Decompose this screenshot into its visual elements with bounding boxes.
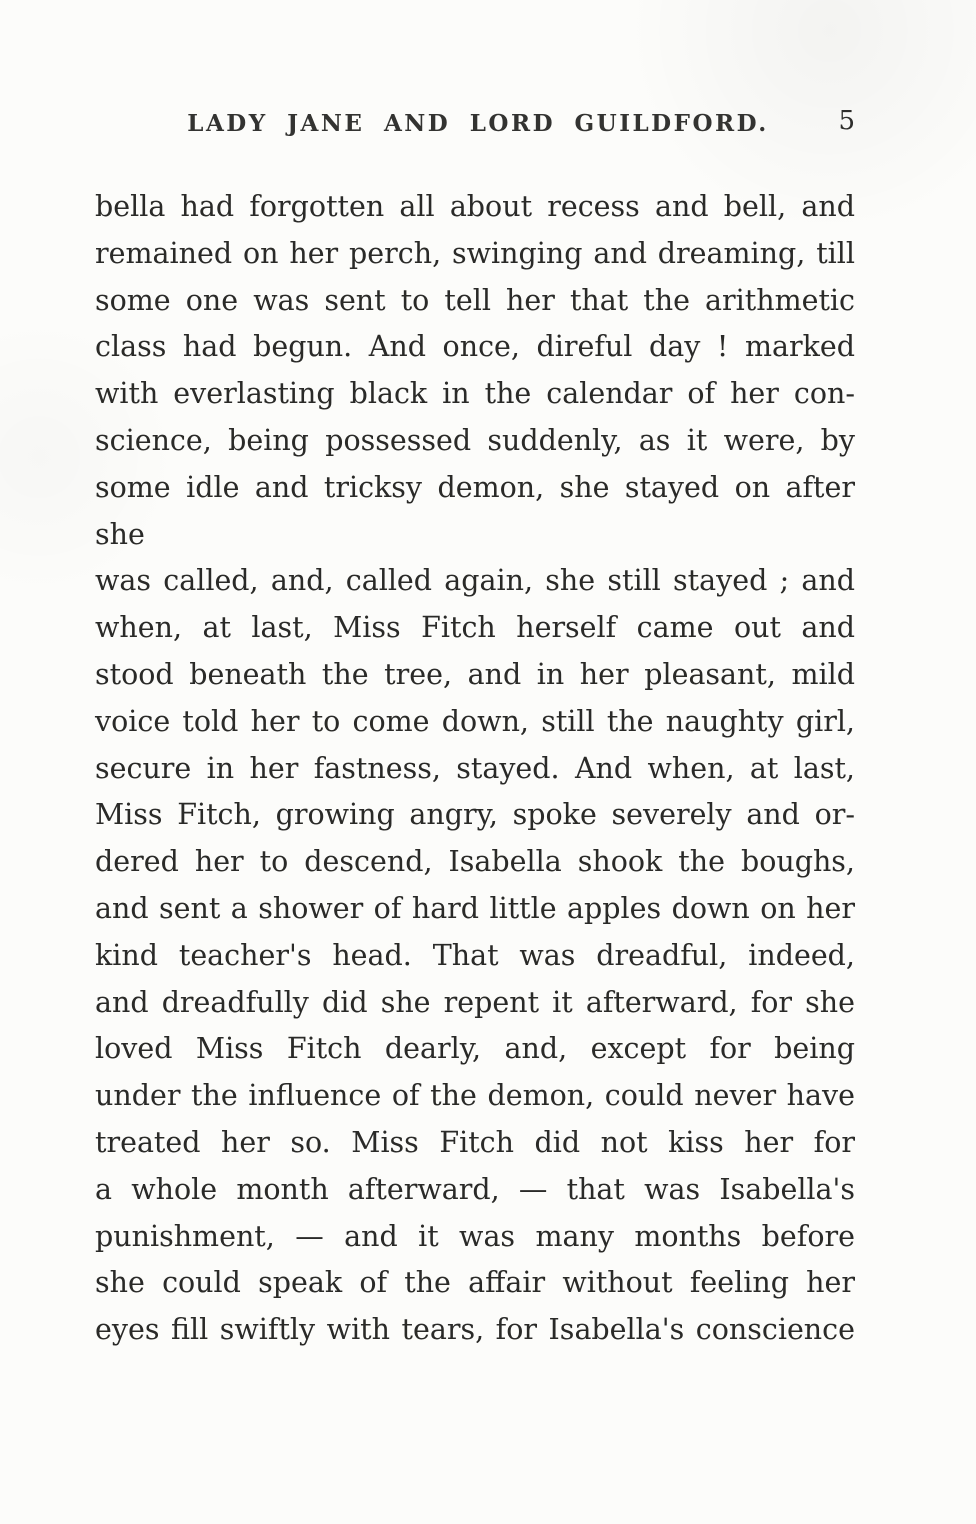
text-line: with everlasting black in the calendar of her con-: [95, 377, 855, 411]
running-header: [95, 106, 861, 150]
text-line: and sent a shower of hard little apples down on her: [95, 891, 855, 925]
text-line: punishment, — and it was many months before: [95, 1219, 855, 1253]
text-line: she could speak of the affair without feeling her: [95, 1266, 855, 1300]
text-line: dered her to descend, Isabella shook the boughs,: [95, 845, 855, 879]
text-line: class had begun. And once, direful day ! marked: [95, 330, 855, 364]
text-line: when, at last, Miss Fitch herself came out and: [95, 611, 855, 645]
text-line: eyes fill swiftly with tears, for Isabella's conscience: [95, 1313, 855, 1347]
text-line: kind teacher's head. That was dreadful, indeed,: [95, 938, 855, 972]
text-line: secure in her fastness, stayed. And when, at last,: [95, 751, 855, 785]
text-line: some one was sent to tell her that the arithmetic: [95, 283, 855, 317]
running-header-title: LADY JANE AND LORD GUILDFORD.: [187, 110, 769, 137]
page-number: 5: [838, 106, 855, 136]
text-line: a whole month afterward, — that was Isabella's: [95, 1172, 855, 1206]
text-line: science, being possessed suddenly, as it were, by: [95, 423, 855, 457]
body-text: [95, 184, 855, 1354]
text-line: and dreadfully did she repent it afterward, for she: [95, 985, 855, 1019]
text-line: loved Miss Fitch dearly, and, except for being: [95, 1032, 855, 1066]
text-line: voice told her to come down, still the naughty girl,: [95, 704, 855, 738]
text-line: treated her so. Miss Fitch did not kiss her for: [95, 1125, 855, 1159]
text-line: bella had forgotten all about recess and bell, and: [95, 190, 855, 223]
text-line: was called, and, called again, she still stayed ; and: [95, 564, 855, 598]
text-line: some idle and tricksy demon, she stayed on after she: [95, 470, 855, 551]
text-line: Miss Fitch, growing angry, spoke severely and or-: [95, 798, 855, 832]
text-line: under the influence of the demon, could never have: [95, 1079, 855, 1113]
text-line: remained on her perch, swinging and dreaming, till: [95, 236, 855, 270]
text-line: stood beneath the tree, and in her pleasant, mild: [95, 657, 855, 691]
